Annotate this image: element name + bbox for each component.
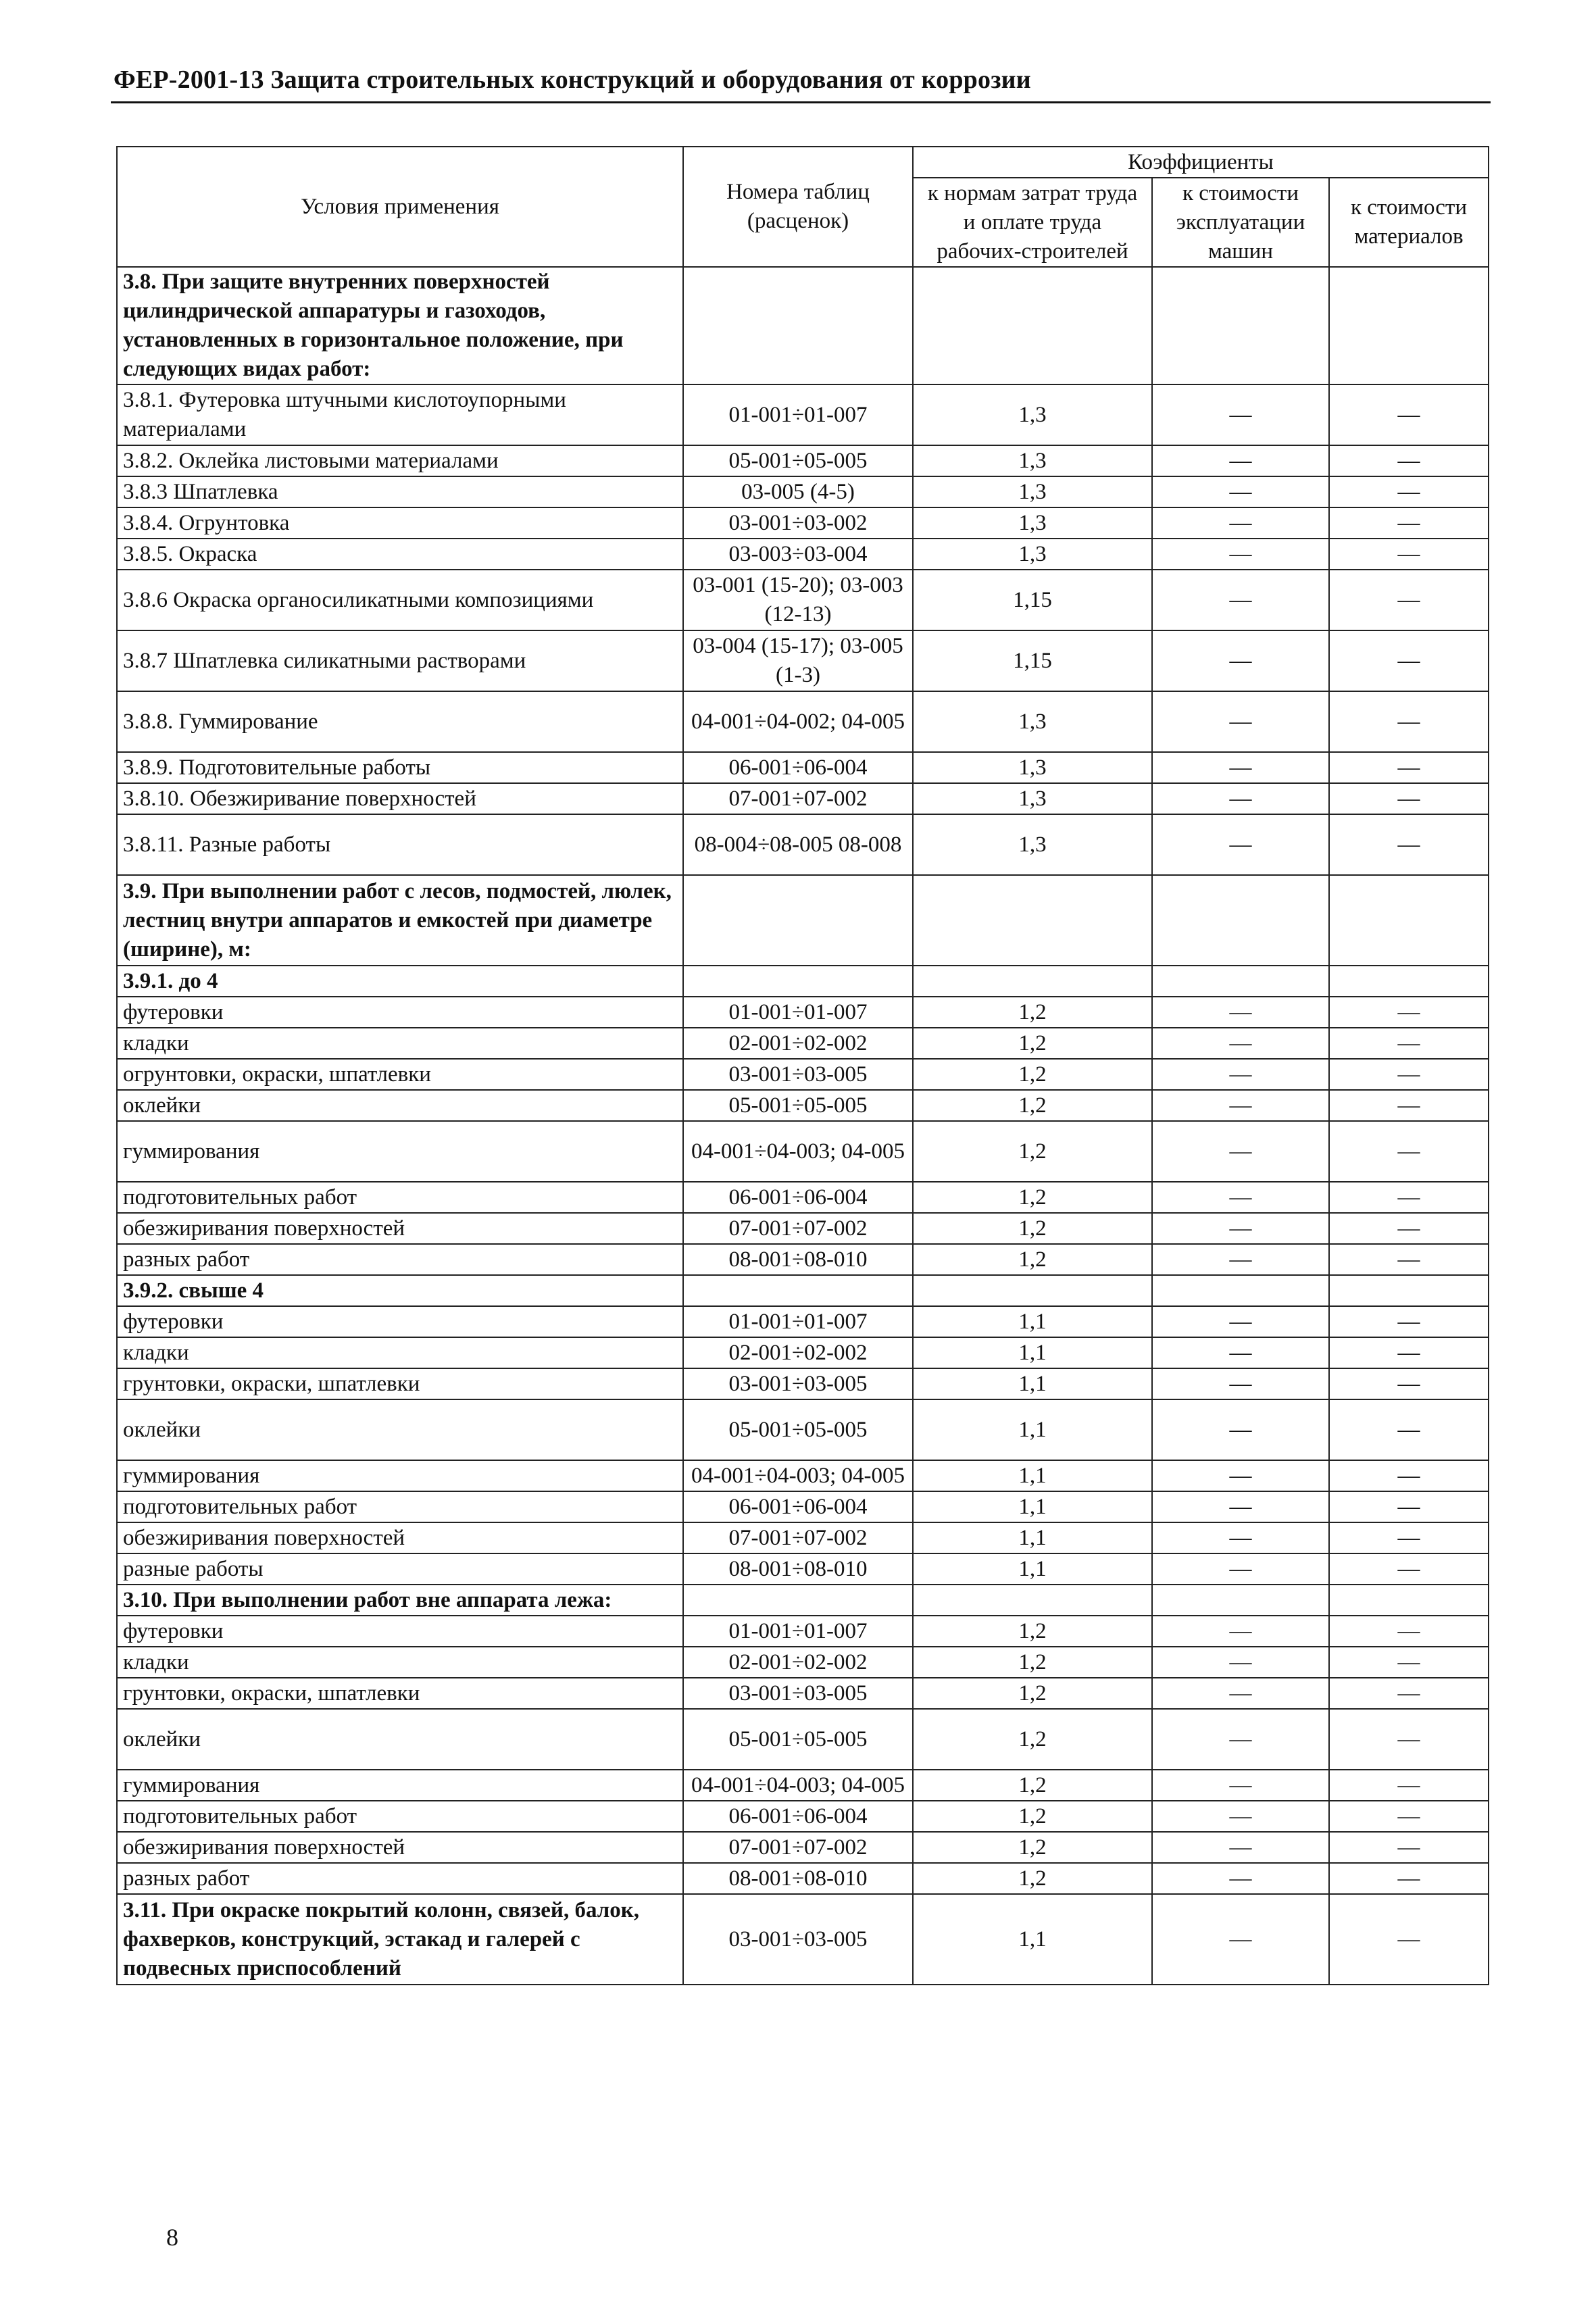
materials-coefficient-cell: — (1329, 1491, 1489, 1522)
materials-coefficient-cell: — (1329, 1368, 1489, 1399)
materials-coefficient-cell: — (1329, 630, 1489, 691)
table-row (117, 783, 1489, 814)
labor-coefficient-cell: 1,2 (913, 1832, 1152, 1863)
table-row (117, 1028, 1489, 1059)
table-row (117, 1585, 1489, 1616)
condition-cell: гуммирования (117, 1770, 683, 1801)
materials-coefficient-cell: — (1329, 752, 1489, 783)
table-row (117, 1678, 1489, 1709)
machines-coefficient-cell: — (1152, 1121, 1329, 1182)
machines-coefficient-cell: — (1152, 1832, 1329, 1863)
table-row (117, 570, 1489, 630)
table-row (117, 1182, 1489, 1213)
table-numbers-cell: 08-001÷08-010 (683, 1244, 913, 1275)
labor-coefficient-cell: 1,3 (913, 507, 1152, 539)
table-row (117, 691, 1489, 752)
materials-coefficient-cell: — (1329, 1616, 1489, 1647)
table-numbers-cell (683, 875, 913, 966)
table-row (117, 1460, 1489, 1491)
table-numbers-cell: 01-001÷01-007 (683, 384, 913, 445)
machines-coefficient-cell: — (1152, 1059, 1329, 1090)
labor-coefficient-cell: 1,2 (913, 1770, 1152, 1801)
header-coefficients: Коэффициенты (913, 147, 1489, 178)
table-numbers-cell: 01-001÷01-007 (683, 1306, 913, 1337)
table-numbers-cell: 04-001÷04-003; 04-005 (683, 1121, 913, 1182)
table-numbers-cell: 03-001÷03-005 (683, 1894, 913, 1985)
labor-coefficient-cell: 1,2 (913, 1801, 1152, 1832)
materials-coefficient-cell: — (1329, 1894, 1489, 1985)
table-numbers-cell (683, 966, 913, 997)
materials-coefficient-cell: — (1329, 384, 1489, 445)
labor-coefficient-cell: 1,1 (913, 1894, 1152, 1985)
table-numbers-cell: 01-001÷01-007 (683, 997, 913, 1028)
table-numbers-cell: 03-004 (15-17); 03-005 (1-3) (683, 630, 913, 691)
condition-cell: 3.8.5. Окраска (117, 539, 683, 570)
condition-cell: 3.8.8. Гуммирование (117, 691, 683, 752)
page-header-title: ФЕР-2001-13 Защита строительных конструкций и оборудования от коррозии (114, 66, 1031, 94)
table-row (117, 539, 1489, 570)
condition-cell: футеровки (117, 997, 683, 1028)
table-numbers-cell: 06-001÷06-004 (683, 1491, 913, 1522)
table-row (117, 1059, 1489, 1090)
condition-cell: 3.8.7 Шпатлевка силикатными растворами (117, 630, 683, 691)
table-numbers-cell: 08-004÷08-005 08-008 (683, 814, 913, 875)
labor-coefficient-cell: 1,2 (913, 1709, 1152, 1770)
table-row (117, 1832, 1489, 1863)
materials-coefficient-cell: — (1329, 1306, 1489, 1337)
labor-coefficient-cell: 1,2 (913, 1647, 1152, 1678)
header-conditions: Условия применения (117, 147, 683, 267)
table-row (117, 1770, 1489, 1801)
table-row (117, 384, 1489, 445)
machines-coefficient-cell: — (1152, 1244, 1329, 1275)
condition-cell: 3.8.4. Огрунтовка (117, 507, 683, 539)
condition-cell: 3.8.10. Обезжиривание поверхностей (117, 783, 683, 814)
machines-coefficient-cell: — (1152, 445, 1329, 476)
table-body (117, 267, 1489, 1985)
labor-coefficient-cell: 1,2 (913, 1090, 1152, 1121)
table-numbers-cell: 04-001÷04-003; 04-005 (683, 1770, 913, 1801)
condition-cell: обезжиривания поверхностей (117, 1832, 683, 1863)
materials-coefficient-cell: — (1329, 1213, 1489, 1244)
header-table-numbers: Номера таблиц (расценок) (683, 147, 913, 267)
table-row (117, 445, 1489, 476)
machines-coefficient-cell: — (1152, 507, 1329, 539)
materials-coefficient-cell: — (1329, 1090, 1489, 1121)
table-row (117, 814, 1489, 875)
table-row (117, 507, 1489, 539)
table-numbers-cell: 02-001÷02-002 (683, 1337, 913, 1368)
table-row (117, 1616, 1489, 1647)
labor-coefficient-cell: 1,1 (913, 1553, 1152, 1585)
materials-coefficient-cell: — (1329, 1182, 1489, 1213)
materials-coefficient-cell: — (1329, 507, 1489, 539)
machines-coefficient-cell: — (1152, 814, 1329, 875)
machines-coefficient-cell: — (1152, 539, 1329, 570)
labor-coefficient-cell: 1,2 (913, 997, 1152, 1028)
labor-coefficient-cell: 1,3 (913, 691, 1152, 752)
machines-coefficient-cell: — (1152, 1368, 1329, 1399)
machines-coefficient-cell: — (1152, 1337, 1329, 1368)
machines-coefficient-cell: — (1152, 1090, 1329, 1121)
machines-coefficient-cell: — (1152, 1522, 1329, 1553)
table-numbers-cell: 03-005 (4-5) (683, 476, 913, 507)
table-row (117, 752, 1489, 783)
labor-coefficient-cell: 1,1 (913, 1368, 1152, 1399)
table-numbers-cell: 06-001÷06-004 (683, 752, 913, 783)
labor-coefficient-cell: 1,3 (913, 476, 1152, 507)
labor-coefficient-cell (913, 1585, 1152, 1616)
labor-coefficient-cell: 1,3 (913, 539, 1152, 570)
table-numbers-cell: 01-001÷01-007 (683, 1616, 913, 1647)
materials-coefficient-cell: — (1329, 1522, 1489, 1553)
table-row (117, 1553, 1489, 1585)
table-row (117, 267, 1489, 384)
machines-coefficient-cell (1152, 1585, 1329, 1616)
machines-coefficient-cell: — (1152, 384, 1329, 445)
labor-coefficient-cell: 1,2 (913, 1059, 1152, 1090)
materials-coefficient-cell: — (1329, 997, 1489, 1028)
machines-coefficient-cell: — (1152, 1182, 1329, 1213)
condition-cell: обезжиривания поверхностей (117, 1522, 683, 1553)
labor-coefficient-cell: 1,1 (913, 1306, 1152, 1337)
materials-coefficient-cell: — (1329, 691, 1489, 752)
materials-coefficient-cell: — (1329, 1460, 1489, 1491)
condition-cell: оклейки (117, 1399, 683, 1460)
table-numbers-cell: 03-001÷03-005 (683, 1678, 913, 1709)
labor-coefficient-cell: 1,2 (913, 1121, 1152, 1182)
table-numbers-cell: 03-001÷03-002 (683, 507, 913, 539)
table-numbers-cell: 04-001÷04-003; 04-005 (683, 1460, 913, 1491)
machines-coefficient-cell: — (1152, 1647, 1329, 1678)
materials-coefficient-cell: — (1329, 1832, 1489, 1863)
materials-coefficient-cell: — (1329, 1337, 1489, 1368)
labor-coefficient-cell: 1,1 (913, 1522, 1152, 1553)
labor-coefficient-cell (913, 267, 1152, 384)
condition-cell: 3.9.2. свыше 4 (117, 1275, 683, 1306)
machines-coefficient-cell (1152, 1275, 1329, 1306)
labor-coefficient-cell: 1,2 (913, 1244, 1152, 1275)
labor-coefficient-cell: 1,3 (913, 783, 1152, 814)
materials-coefficient-cell: — (1329, 1709, 1489, 1770)
table-numbers-cell: 05-001÷05-005 (683, 1709, 913, 1770)
machines-coefficient-cell: — (1152, 1709, 1329, 1770)
materials-coefficient-cell: — (1329, 539, 1489, 570)
labor-coefficient-cell (913, 875, 1152, 966)
condition-cell: кладки (117, 1337, 683, 1368)
condition-cell: 3.9. При выполнении работ с лесов, подмостей, люлек, лестниц внутри аппаратов и емкостей при диаметре (ширине), м: (117, 875, 683, 966)
table-numbers-cell: 07-001÷07-002 (683, 783, 913, 814)
condition-cell: разных работ (117, 1244, 683, 1275)
condition-cell: грунтовки, окраски, шпатлевки (117, 1368, 683, 1399)
materials-coefficient-cell: — (1329, 1647, 1489, 1678)
machines-coefficient-cell: — (1152, 1801, 1329, 1832)
materials-coefficient-cell: — (1329, 476, 1489, 507)
materials-coefficient-cell (1329, 1275, 1489, 1306)
table-numbers-cell: 03-001÷03-005 (683, 1059, 913, 1090)
header-materials: к стоимости материалов (1329, 178, 1489, 267)
table-numbers-cell: 06-001÷06-004 (683, 1801, 913, 1832)
labor-coefficient-cell: 1,2 (913, 1678, 1152, 1709)
table-row (117, 1863, 1489, 1894)
materials-coefficient-cell: — (1329, 1863, 1489, 1894)
condition-cell: кладки (117, 1028, 683, 1059)
header-machines: к стоимости эксплуатации машин (1152, 178, 1329, 267)
condition-cell: 3.8.11. Разные работы (117, 814, 683, 875)
table-row (117, 1522, 1489, 1553)
table-numbers-cell: 08-001÷08-010 (683, 1863, 913, 1894)
table-row (117, 1801, 1489, 1832)
condition-cell: футеровки (117, 1616, 683, 1647)
labor-coefficient-cell: 1,15 (913, 570, 1152, 630)
machines-coefficient-cell (1152, 875, 1329, 966)
table-row (117, 1090, 1489, 1121)
table-numbers-cell: 05-001÷05-005 (683, 1399, 913, 1460)
condition-cell: 3.8.1. Футеровка штучными кислотоупорными материалами (117, 384, 683, 445)
condition-cell: оклейки (117, 1709, 683, 1770)
materials-coefficient-cell: — (1329, 445, 1489, 476)
labor-coefficient-cell: 1,3 (913, 445, 1152, 476)
table-numbers-cell (683, 267, 913, 384)
condition-cell: гуммирования (117, 1121, 683, 1182)
condition-cell: 3.8.2. Оклейка листовыми материалами (117, 445, 683, 476)
labor-coefficient-cell: 1,2 (913, 1213, 1152, 1244)
table-row (117, 966, 1489, 997)
machines-coefficient-cell: — (1152, 1028, 1329, 1059)
table-numbers-cell: 05-001÷05-005 (683, 1090, 913, 1121)
labor-coefficient-cell: 1,15 (913, 630, 1152, 691)
condition-cell: подготовительных работ (117, 1491, 683, 1522)
table-row (117, 1647, 1489, 1678)
table-numbers-cell: 08-001÷08-010 (683, 1553, 913, 1585)
table-numbers-cell: 03-001÷03-005 (683, 1368, 913, 1399)
labor-coefficient-cell: 1,1 (913, 1337, 1152, 1368)
table-row (117, 1244, 1489, 1275)
condition-cell: подготовительных работ (117, 1182, 683, 1213)
labor-coefficient-cell: 1,3 (913, 814, 1152, 875)
materials-coefficient-cell (1329, 966, 1489, 997)
table-numbers-cell: 07-001÷07-002 (683, 1522, 913, 1553)
machines-coefficient-cell: — (1152, 1616, 1329, 1647)
labor-coefficient-cell: 1,1 (913, 1399, 1152, 1460)
table-row (117, 1306, 1489, 1337)
machines-coefficient-cell: — (1152, 1213, 1329, 1244)
machines-coefficient-cell: — (1152, 1460, 1329, 1491)
labor-coefficient-cell: 1,2 (913, 1182, 1152, 1213)
condition-cell: огрунтовки, окраски, шпатлевки (117, 1059, 683, 1090)
labor-coefficient-cell: 1,1 (913, 1460, 1152, 1491)
materials-coefficient-cell: — (1329, 1028, 1489, 1059)
table-row (117, 1894, 1489, 1985)
materials-coefficient-cell (1329, 267, 1489, 384)
materials-coefficient-cell: — (1329, 1678, 1489, 1709)
table-row (117, 1491, 1489, 1522)
condition-cell: 3.8. При защите внутренних поверхностей цилиндрической аппаратуры и газоходов, установленных в горизонтальное положение, при следующих видах работ: (117, 267, 683, 384)
table-row (117, 1121, 1489, 1182)
labor-coefficient-cell: 1,2 (913, 1028, 1152, 1059)
machines-coefficient-cell: — (1152, 1399, 1329, 1460)
header-rule (111, 101, 1491, 103)
materials-coefficient-cell: — (1329, 1121, 1489, 1182)
machines-coefficient-cell: — (1152, 752, 1329, 783)
table-row (117, 476, 1489, 507)
table-row (117, 875, 1489, 966)
table-numbers-cell: 02-001÷02-002 (683, 1028, 913, 1059)
labor-coefficient-cell: 1,2 (913, 1616, 1152, 1647)
table-numbers-cell: 05-001÷05-005 (683, 445, 913, 476)
machines-coefficient-cell: — (1152, 997, 1329, 1028)
materials-coefficient-cell: — (1329, 1244, 1489, 1275)
materials-coefficient-cell: — (1329, 1553, 1489, 1585)
labor-coefficient-cell: 1,3 (913, 384, 1152, 445)
table-row (117, 630, 1489, 691)
table-row (117, 1275, 1489, 1306)
condition-cell: 3.9.1. до 4 (117, 966, 683, 997)
materials-coefficient-cell: — (1329, 570, 1489, 630)
condition-cell: разные работы (117, 1553, 683, 1585)
machines-coefficient-cell: — (1152, 1770, 1329, 1801)
machines-coefficient-cell: — (1152, 1306, 1329, 1337)
machines-coefficient-cell: — (1152, 783, 1329, 814)
condition-cell: грунтовки, окраски, шпатлевки (117, 1678, 683, 1709)
table-row (117, 1399, 1489, 1460)
condition-cell: подготовительных работ (117, 1801, 683, 1832)
table-row (117, 1368, 1489, 1399)
table-numbers-cell: 04-001÷04-002; 04-005 (683, 691, 913, 752)
table-numbers-cell (683, 1585, 913, 1616)
table-numbers-cell: 07-001÷07-002 (683, 1213, 913, 1244)
condition-cell: 3.10. При выполнении работ вне аппарата лежа: (117, 1585, 683, 1616)
materials-coefficient-cell: — (1329, 783, 1489, 814)
table-numbers-cell: 07-001÷07-002 (683, 1832, 913, 1863)
machines-coefficient-cell: — (1152, 570, 1329, 630)
machines-coefficient-cell (1152, 966, 1329, 997)
machines-coefficient-cell (1152, 267, 1329, 384)
coefficients-table (116, 146, 1489, 1985)
condition-cell: разных работ (117, 1863, 683, 1894)
condition-cell: 3.8.6 Окраска органосиликатными композициями (117, 570, 683, 630)
condition-cell: 3.8.3 Шпатлевка (117, 476, 683, 507)
machines-coefficient-cell: — (1152, 691, 1329, 752)
materials-coefficient-cell (1329, 875, 1489, 966)
machines-coefficient-cell: — (1152, 1491, 1329, 1522)
table-row (117, 997, 1489, 1028)
machines-coefficient-cell: — (1152, 1553, 1329, 1585)
materials-coefficient-cell: — (1329, 1770, 1489, 1801)
condition-cell: оклейки (117, 1090, 683, 1121)
materials-coefficient-cell: — (1329, 1801, 1489, 1832)
labor-coefficient-cell: 1,3 (913, 752, 1152, 783)
machines-coefficient-cell: — (1152, 1678, 1329, 1709)
labor-coefficient-cell (913, 966, 1152, 997)
labor-coefficient-cell: 1,2 (913, 1863, 1152, 1894)
materials-coefficient-cell (1329, 1585, 1489, 1616)
labor-coefficient-cell (913, 1275, 1152, 1306)
table-numbers-cell: 02-001÷02-002 (683, 1647, 913, 1678)
condition-cell: гуммирования (117, 1460, 683, 1491)
table-numbers-cell: 03-003÷03-004 (683, 539, 913, 570)
condition-cell: кладки (117, 1647, 683, 1678)
materials-coefficient-cell: — (1329, 814, 1489, 875)
machines-coefficient-cell: — (1152, 476, 1329, 507)
condition-cell: 3.8.9. Подготовительные работы (117, 752, 683, 783)
table-row (117, 1337, 1489, 1368)
condition-cell: 3.11. При окраске покрытий колонн, связей, балок, фахверков, конструкций, эстакад и галерей с подвесных приспособлений (117, 1894, 683, 1985)
table-numbers-cell: 03-001 (15-20); 03-003 (12-13) (683, 570, 913, 630)
materials-coefficient-cell: — (1329, 1399, 1489, 1460)
page-number: 8 (166, 2224, 178, 2251)
condition-cell: футеровки (117, 1306, 683, 1337)
machines-coefficient-cell: — (1152, 630, 1329, 691)
machines-coefficient-cell: — (1152, 1863, 1329, 1894)
condition-cell: обезжиривания поверхностей (117, 1213, 683, 1244)
table-numbers-cell (683, 1275, 913, 1306)
table-numbers-cell: 06-001÷06-004 (683, 1182, 913, 1213)
labor-coefficient-cell: 1,1 (913, 1491, 1152, 1522)
header-labor: к нормам затрат труда и оплате труда рабочих-строителей (913, 178, 1152, 267)
table-row (117, 1213, 1489, 1244)
materials-coefficient-cell: — (1329, 1059, 1489, 1090)
table-row (117, 1709, 1489, 1770)
machines-coefficient-cell: — (1152, 1894, 1329, 1985)
